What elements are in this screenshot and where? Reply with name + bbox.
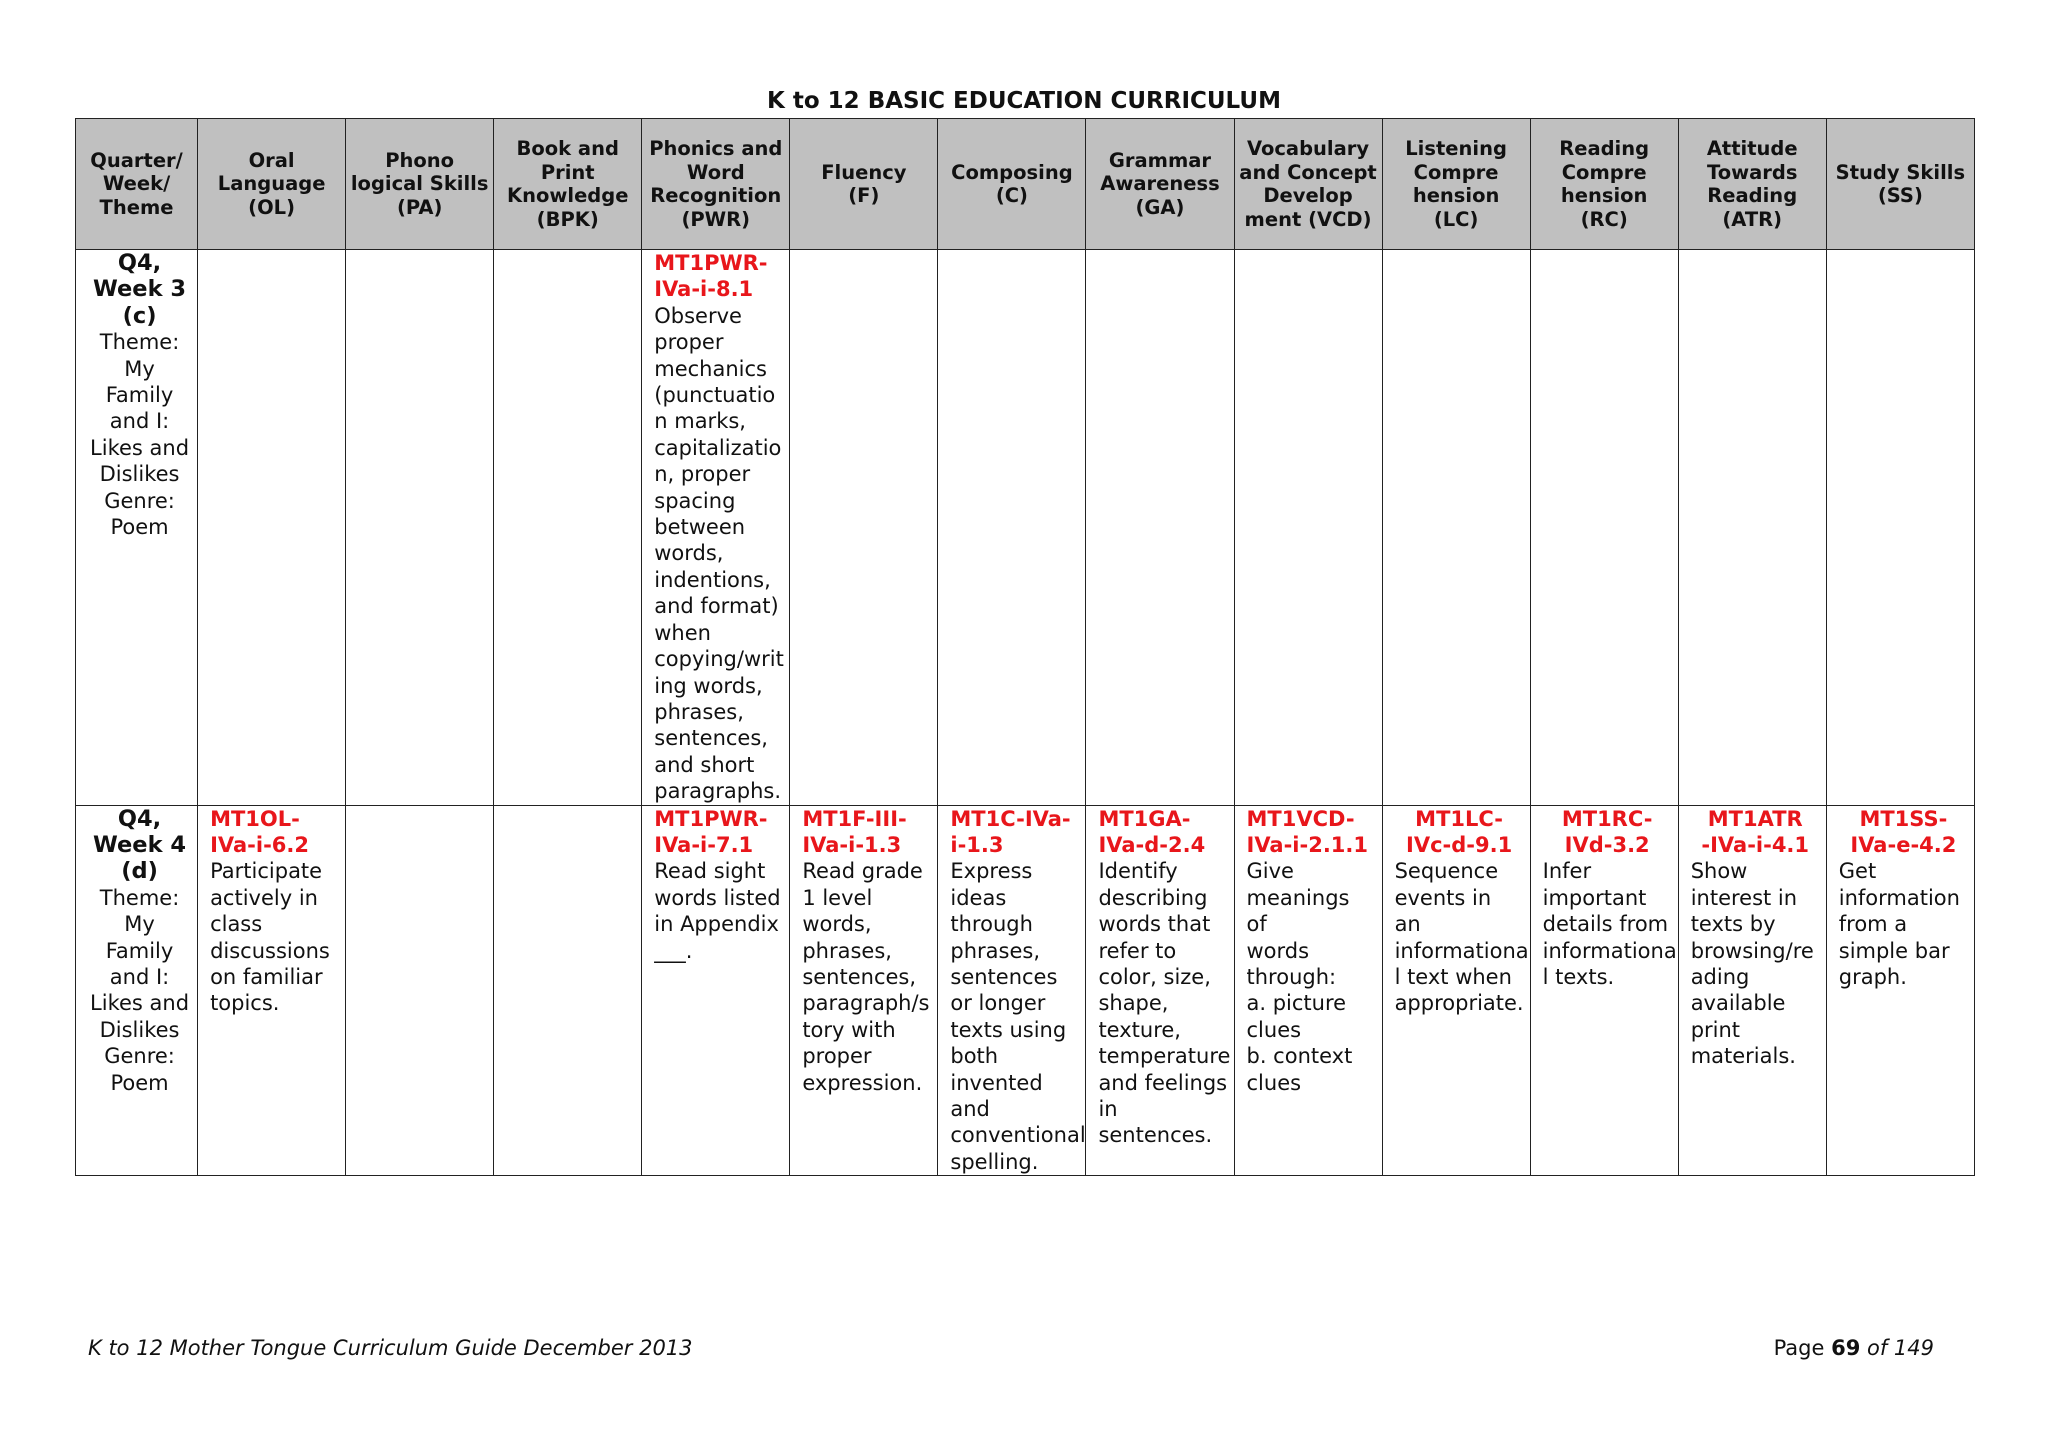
competency-description-line: events in an bbox=[1394, 885, 1492, 937]
column-header bbox=[938, 119, 1086, 250]
column-header-line: Attitude bbox=[1706, 137, 1798, 160]
competency-description-line: words listed bbox=[654, 885, 781, 910]
column-header-line: (RC) bbox=[1580, 207, 1628, 231]
competency-code-line: MT1F-III- bbox=[802, 806, 907, 831]
competency-description-line: important bbox=[1542, 885, 1647, 910]
competency-code-line: MT1LC- bbox=[1415, 806, 1503, 831]
competency-code-line: IVd-3.2 bbox=[1564, 832, 1650, 857]
competency-description-line: capitalizatio bbox=[654, 435, 782, 460]
theme-line: and I: bbox=[109, 964, 170, 989]
quarter-week-theme-cell bbox=[76, 805, 198, 1176]
competency-description-line: class bbox=[210, 912, 263, 937]
competency-description-line: simple bar bbox=[1838, 938, 1950, 963]
quarter-week-line: Q4, bbox=[117, 805, 162, 832]
competency-cell bbox=[1678, 250, 1826, 806]
competency-description-line: Identify bbox=[1098, 859, 1178, 884]
column-header-line: Listening bbox=[1405, 137, 1507, 160]
competency-description-line: Sequence bbox=[1394, 859, 1499, 884]
competency-description-line: Show bbox=[1690, 859, 1748, 884]
competency-cell bbox=[1530, 250, 1678, 806]
competency-cell bbox=[938, 250, 1086, 806]
competency-code-line: MT1OL- bbox=[210, 806, 300, 831]
column-header-line: Compre bbox=[1561, 160, 1647, 184]
column-header bbox=[1086, 119, 1234, 250]
competency-description-line: meanings of bbox=[1246, 885, 1350, 937]
competency-description-line: color, size, bbox=[1098, 964, 1211, 989]
theme-line: Theme: bbox=[99, 330, 180, 355]
competency-code-line: MT1ATR bbox=[1707, 806, 1803, 831]
competency-description-line: n, proper bbox=[654, 462, 751, 487]
competency-description-line: in Appendix bbox=[654, 912, 779, 937]
competency-description-line: clues bbox=[1246, 1017, 1302, 1042]
competency-cell bbox=[790, 250, 938, 806]
competency-description-line: information bbox=[1838, 885, 1960, 910]
quarter-week-theme-cell bbox=[76, 250, 198, 806]
competency-description bbox=[1839, 858, 1968, 990]
column-header-line: Quarter/ bbox=[90, 148, 183, 172]
competency-code-line: i-1.3 bbox=[950, 832, 1004, 857]
competency-description-line: sentences, bbox=[802, 964, 917, 989]
competency-description-line: between bbox=[654, 515, 746, 540]
quarter-week-line: (c) bbox=[122, 302, 157, 329]
competency-description-line: invented bbox=[950, 1070, 1043, 1095]
competency-description-line: words, bbox=[802, 912, 872, 937]
competency-description-line: ing words, bbox=[654, 673, 763, 698]
competency-cell bbox=[346, 805, 494, 1176]
column-header-line: Reading bbox=[1707, 184, 1798, 207]
column-header-line: ment (VCD) bbox=[1244, 207, 1372, 231]
competency-description-line: l text when bbox=[1394, 964, 1512, 989]
competency-description-line: indentions, bbox=[654, 567, 771, 592]
competency-description-line: both bbox=[950, 1044, 999, 1069]
competency-description-line: phrases, bbox=[950, 938, 1040, 963]
competency-code bbox=[1395, 806, 1524, 859]
competency-description-line: details from bbox=[1542, 912, 1669, 937]
footer-guide-title: K to 12 Mother Tongue Curriculum Guide December 2013 bbox=[88, 1336, 693, 1360]
competency-description bbox=[802, 858, 931, 1096]
competency-description-line: mechanics bbox=[654, 356, 767, 381]
competency-description-line: conventional bbox=[950, 1123, 1086, 1148]
competency-description bbox=[1394, 858, 1529, 1016]
competency-code-line: MT1C-IVa- bbox=[950, 806, 1071, 831]
column-header-line: (ATR) bbox=[1722, 207, 1783, 231]
column-header-line: (PA) bbox=[396, 195, 443, 219]
column-header-line: Compre bbox=[1413, 160, 1499, 184]
competency-code bbox=[1691, 806, 1820, 859]
column-header-line: logical Skills bbox=[350, 172, 489, 196]
column-header bbox=[1678, 119, 1826, 250]
competency-code-line: MT1SS- bbox=[1859, 806, 1948, 831]
competency-description-line: discussions bbox=[210, 938, 330, 963]
theme-line: Poem bbox=[110, 1070, 169, 1095]
column-header bbox=[1382, 119, 1530, 250]
theme-line: Dislikes bbox=[99, 1017, 180, 1042]
competency-code bbox=[654, 806, 783, 859]
competency-description-line: informationa bbox=[1542, 938, 1677, 963]
page-prefix: Page bbox=[1773, 1336, 1832, 1360]
competency-description-line: texts using bbox=[950, 1017, 1067, 1042]
column-header-line: Word bbox=[686, 160, 745, 184]
competency-cell bbox=[1826, 250, 1974, 806]
theme-line: Theme: bbox=[99, 885, 180, 910]
competency-cell bbox=[1382, 805, 1530, 1176]
competency-description-line: Participate bbox=[210, 859, 323, 884]
competency-cell bbox=[1086, 250, 1234, 806]
competency-description-line: Get bbox=[1838, 859, 1877, 884]
competency-description-line: temperature bbox=[1098, 1044, 1231, 1069]
competency-description-line: (punctuatio bbox=[654, 383, 776, 408]
theme-line: and I: bbox=[109, 409, 170, 434]
competency-code-line: IVa-i-2.1.1 bbox=[1246, 832, 1369, 857]
page-title: K to 12 BASIC EDUCATION CURRICULUM bbox=[767, 88, 1281, 114]
page-number-current: 69 bbox=[1831, 1336, 1861, 1360]
theme-line: Family bbox=[105, 383, 174, 408]
competency-description-line: appropriate. bbox=[1394, 991, 1524, 1016]
footer-page-number bbox=[1774, 1336, 1934, 1360]
competency-code-line: IVa-i-6.2 bbox=[210, 832, 309, 857]
competency-description-line: browsing/re bbox=[1690, 938, 1814, 963]
competency-code-line: MT1GA- bbox=[1098, 806, 1191, 831]
competency-code bbox=[1839, 806, 1968, 859]
competency-description bbox=[210, 858, 339, 1016]
competency-description-line: Read grade bbox=[802, 859, 923, 884]
competency-description bbox=[1542, 858, 1677, 990]
competency-description-line: sentences, bbox=[654, 726, 768, 751]
competency-code bbox=[1543, 806, 1672, 859]
competency-code-line: IVa-i-7.1 bbox=[654, 832, 754, 857]
column-header-line: and Concept bbox=[1239, 160, 1377, 184]
competency-description-line: words that bbox=[1098, 912, 1211, 937]
column-header-line: Knowledge bbox=[506, 184, 629, 207]
column-header bbox=[642, 119, 790, 250]
competency-code-line: MT1RC- bbox=[1561, 806, 1653, 831]
competency-description-line: on familiar bbox=[210, 964, 323, 989]
competency-description-line: refer to bbox=[1098, 938, 1177, 963]
column-header-line: Phonics and bbox=[649, 137, 783, 160]
competency-cell bbox=[1826, 805, 1974, 1176]
competency-code-line: IVa-d-2.4 bbox=[1098, 832, 1206, 857]
competency-description-line: spelling. bbox=[950, 1149, 1039, 1174]
column-header bbox=[76, 119, 198, 250]
competency-description-line: ading bbox=[1690, 964, 1750, 989]
competency-description-line: proper bbox=[802, 1044, 872, 1069]
competency-cell bbox=[790, 805, 938, 1176]
column-header-line: Book and bbox=[516, 137, 619, 160]
competency-description-line: sentences bbox=[950, 964, 1058, 989]
competency-description bbox=[654, 303, 783, 805]
column-header-line: Theme bbox=[99, 195, 174, 219]
column-header-line: hension bbox=[1560, 184, 1648, 207]
competency-description-line: texture, bbox=[1098, 1017, 1181, 1042]
competency-code-line: IVa-e-4.2 bbox=[1850, 832, 1957, 857]
column-header-line: (GA) bbox=[1135, 195, 1185, 219]
competency-description-line: phrases, bbox=[802, 938, 892, 963]
theme-line: Genre: bbox=[104, 1044, 175, 1069]
theme-line: Dislikes bbox=[99, 462, 180, 487]
competency-description-line: Give bbox=[1246, 859, 1294, 884]
competency-description-line: spacing bbox=[654, 488, 736, 513]
column-header bbox=[198, 119, 346, 250]
column-header-line: Language bbox=[217, 172, 326, 196]
theme-line: My bbox=[124, 912, 155, 937]
theme-line: Poem bbox=[110, 515, 169, 540]
column-header-line: hension bbox=[1412, 184, 1500, 207]
competency-description-line: paragraph/s bbox=[802, 991, 930, 1016]
competency-description-line: Infer bbox=[1542, 859, 1592, 884]
competency-code bbox=[210, 806, 339, 859]
column-header-line: Vocabulary bbox=[1246, 137, 1370, 160]
competency-cell bbox=[1234, 805, 1382, 1176]
competency-description-line: and feelings bbox=[1098, 1070, 1228, 1095]
competency-description-line: words, bbox=[654, 541, 724, 566]
theme-line: Likes and bbox=[90, 435, 190, 460]
column-header-line: Reading bbox=[1559, 137, 1650, 160]
competency-code bbox=[802, 806, 931, 859]
competency-description-line: l texts. bbox=[1542, 964, 1615, 989]
column-header-line: Oral bbox=[248, 148, 295, 172]
competency-cell bbox=[642, 805, 790, 1176]
competency-code-line: IVa-i-1.3 bbox=[802, 832, 902, 857]
competency-description-line: in bbox=[1098, 1097, 1118, 1121]
competency-cell bbox=[494, 250, 642, 806]
theme-line: Likes and bbox=[90, 991, 190, 1016]
competency-code-line: -IVa-i-4.1 bbox=[1701, 832, 1810, 857]
competency-description bbox=[1247, 858, 1376, 1096]
competency-code-line: MT1PWR- bbox=[654, 806, 768, 831]
column-header-line: Phono bbox=[385, 148, 455, 172]
competency-description-line: ideas bbox=[950, 885, 1007, 910]
table-row bbox=[76, 250, 1975, 806]
column-header-line: Fluency bbox=[821, 160, 907, 184]
competency-description-line: graph. bbox=[1838, 964, 1907, 989]
quarter-week-line: Q4, bbox=[117, 250, 162, 276]
column-header-line: Develop bbox=[1263, 184, 1353, 207]
competency-description-line: expression. bbox=[802, 1070, 923, 1095]
competency-description-line: when bbox=[654, 620, 711, 645]
competency-cell bbox=[1234, 250, 1382, 806]
column-header bbox=[494, 119, 642, 250]
competency-description-line: paragraphs. bbox=[654, 779, 782, 804]
competency-description-line: or longer bbox=[950, 991, 1046, 1016]
competency-description-line: 1 level bbox=[802, 885, 873, 910]
competency-description-line: copying/writ bbox=[654, 647, 784, 672]
column-header-line: Print bbox=[540, 160, 595, 184]
competency-description-line: topics. bbox=[210, 991, 280, 1016]
table-header-row bbox=[76, 119, 1975, 250]
competency-description-line: clues bbox=[1246, 1070, 1302, 1095]
column-header-line: Grammar bbox=[1108, 148, 1212, 172]
column-header-line: (BPK) bbox=[536, 207, 599, 231]
competency-description-line: words bbox=[1246, 938, 1310, 963]
competency-cell bbox=[1530, 805, 1678, 1176]
competency-description-line: interest in bbox=[1690, 885, 1798, 910]
competency-cell bbox=[938, 805, 1086, 1176]
competency-description-line: print bbox=[1690, 1017, 1741, 1042]
column-header bbox=[790, 119, 938, 250]
competency-description-line: through bbox=[950, 912, 1033, 937]
competency-description-line: materials. bbox=[1690, 1044, 1796, 1069]
column-header-line: Towards bbox=[1706, 160, 1798, 184]
column-header-line: (LC) bbox=[1433, 207, 1479, 231]
column-header bbox=[1234, 119, 1382, 250]
competency-description-line: Observe bbox=[654, 303, 742, 328]
column-header-line: (PWR) bbox=[681, 207, 751, 231]
competency-description bbox=[1691, 858, 1820, 1069]
competency-description bbox=[950, 858, 1086, 1175]
column-header-line: Composing bbox=[951, 160, 1073, 184]
column-header-line: (C) bbox=[995, 184, 1028, 207]
competency-cell bbox=[1382, 250, 1530, 806]
quarter-week-line: Week 3 bbox=[93, 276, 187, 303]
theme-line: Genre: bbox=[104, 488, 175, 513]
competency-cell bbox=[494, 805, 642, 1176]
competency-description-line: actively in bbox=[210, 885, 318, 910]
competency-cell bbox=[346, 250, 494, 806]
competency-description-line: texts by bbox=[1690, 912, 1776, 937]
column-header-line: Recognition bbox=[650, 184, 782, 207]
competency-description-line: Read sight bbox=[654, 859, 766, 884]
competency-description-line: from a bbox=[1838, 912, 1908, 937]
competency-description-line: available bbox=[1690, 991, 1786, 1016]
column-header-line: (F) bbox=[848, 184, 880, 207]
competency-description-line: phrases, bbox=[654, 699, 744, 724]
competency-description-line: informationa bbox=[1394, 938, 1529, 963]
competency-description-line: describing bbox=[1098, 885, 1208, 910]
competency-description bbox=[654, 858, 783, 964]
competency-code bbox=[1098, 806, 1227, 859]
table-row bbox=[76, 805, 1975, 1176]
page-total: of 149 bbox=[1860, 1336, 1934, 1360]
competency-description-line: shape, bbox=[1098, 991, 1169, 1016]
competency-cell bbox=[198, 805, 346, 1176]
competency-code-line: IVa-i-8.1 bbox=[654, 277, 754, 302]
competency-code bbox=[654, 250, 783, 303]
competency-description-line: tory with bbox=[802, 1017, 896, 1042]
theme-line: My bbox=[124, 356, 155, 381]
column-header bbox=[1826, 119, 1974, 250]
quarter-week-line: Week 4 bbox=[93, 831, 187, 858]
competency-description-line: and short bbox=[654, 752, 755, 777]
column-header bbox=[1530, 119, 1678, 250]
column-header-line: Week/ bbox=[102, 172, 171, 196]
competency-description-line: Express bbox=[950, 859, 1033, 884]
competency-code bbox=[950, 806, 1079, 859]
competency-cell bbox=[198, 250, 346, 806]
column-header-line: Study Skills bbox=[1835, 160, 1966, 184]
competency-description-line: proper bbox=[654, 330, 724, 355]
competency-description bbox=[1098, 858, 1231, 1148]
competency-cell bbox=[1086, 805, 1234, 1176]
competency-description-line: n marks, bbox=[654, 409, 746, 434]
competency-description-line: a. picture bbox=[1246, 991, 1347, 1016]
competency-cell bbox=[642, 250, 790, 806]
competency-cell bbox=[1678, 805, 1826, 1176]
quarter-week-line: (d) bbox=[121, 858, 158, 885]
column-header bbox=[346, 119, 494, 250]
competency-description-line: sentences. bbox=[1098, 1123, 1213, 1148]
column-header-line: (SS) bbox=[1877, 184, 1923, 207]
column-header-line: Awareness bbox=[1100, 172, 1220, 196]
competency-description-line: ___. bbox=[654, 938, 693, 963]
curriculum-table bbox=[75, 118, 1975, 1176]
competency-code-line: IVc-d-9.1 bbox=[1406, 832, 1513, 857]
competency-code bbox=[1247, 806, 1376, 859]
competency-description-line: and bbox=[950, 1097, 990, 1121]
competency-description-line: b. context bbox=[1246, 1044, 1353, 1069]
competency-code-line: MT1PWR- bbox=[654, 251, 768, 275]
theme-line: Family bbox=[105, 938, 174, 963]
competency-code-line: MT1VCD- bbox=[1246, 806, 1355, 831]
column-header-line: (OL) bbox=[248, 195, 295, 219]
competency-description-line: and format) bbox=[654, 594, 779, 619]
competency-description-line: through: bbox=[1246, 964, 1337, 989]
